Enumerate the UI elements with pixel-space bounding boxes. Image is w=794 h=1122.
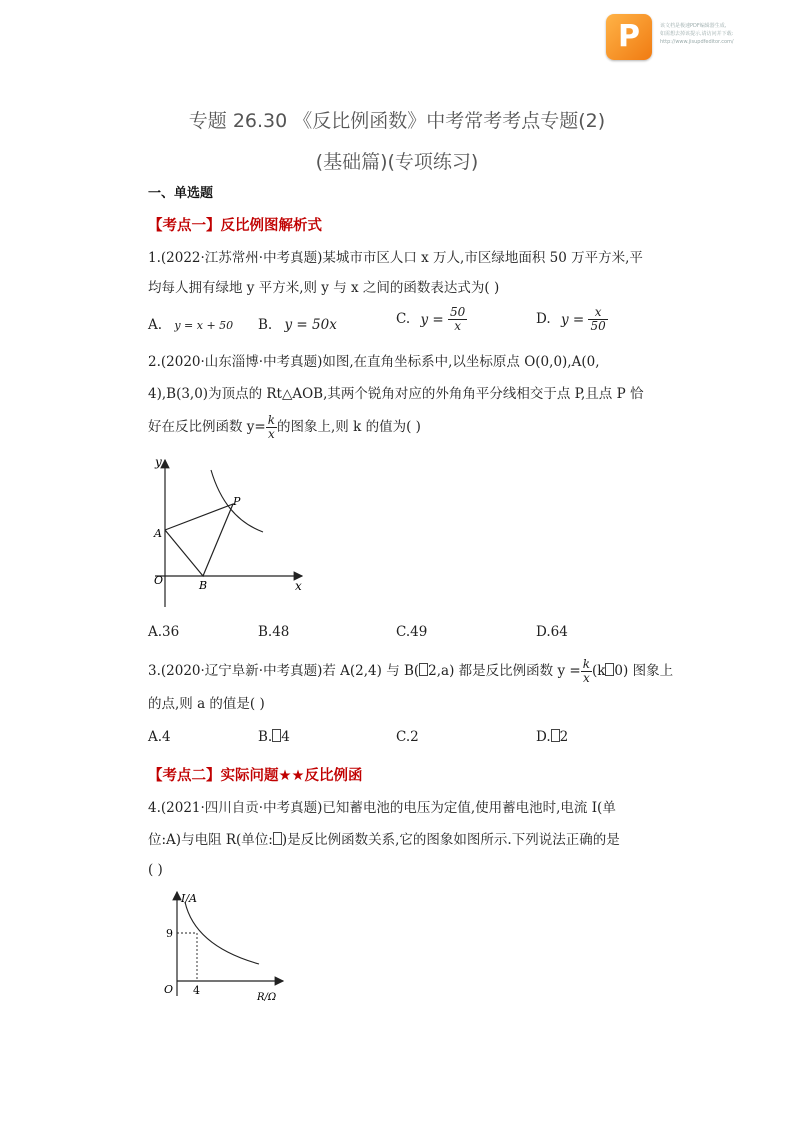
text-fragment: 好在反比例函数 y= [148,419,266,435]
missing-glyph-icon [272,729,281,742]
q1-option-c[interactable] [396,306,467,333]
q2-option-b[interactable]: B.48 [258,624,290,640]
logo-note [660,22,790,46]
fraction [266,414,277,441]
option-label: D. [536,729,551,745]
app-logo [606,14,652,60]
question-3-line-1 [148,658,673,685]
current-resistance-curve [185,902,259,964]
option-lhs: y = [560,311,585,328]
q4-figure [155,886,290,1006]
point-a-label: A [154,527,162,540]
option-text: 4 [281,729,290,745]
fraction-denominator: 50 [590,319,606,333]
y-axis-label: y [155,455,162,469]
option-label: B. [258,317,273,333]
text-fragment: 3.(2020·辽宁阜新·中考真题)若 A(2,4) 与 B( [148,663,420,679]
question-2-line-3 [148,414,421,441]
y-tick-label: 9 [166,927,173,940]
text-fragment: 0) 图象上 [614,663,674,679]
q1-option-b[interactable] [258,317,337,333]
fraction-denominator: x [267,427,275,441]
text-fragment: )是反比例函数关系,它的图象如图所示.下列说法正确的是 [281,832,620,848]
fraction-denominator: x [454,319,461,333]
q3-option-d[interactable] [536,729,568,745]
option-label: A. [148,317,163,333]
point-p-label: P [233,495,241,508]
fraction-numerator: k [267,413,276,427]
section-heading: 一、单选题 [148,186,214,201]
fraction-numerator: 50 [449,305,466,319]
option-label: C. [396,311,411,327]
question-4-line-2 [148,830,620,850]
triangle-apb [165,504,233,576]
y-axis-label: I/A [181,892,197,905]
origin-label: O [164,983,174,996]
topic-heading-1: 【考点一】反比例图解析式 [148,218,322,234]
text-fragment: 的图象上,则 k 的值为( ) [277,419,421,435]
missing-glyph-icon [551,729,560,742]
missing-glyph-icon [273,832,282,845]
fraction-numerator: k [582,657,590,671]
x-axis-label: R/Ω [257,992,277,1003]
q2-figure [145,452,310,612]
question-4-line-3: ( ) [148,862,163,878]
page-title: 专题 26.30 《反比例函数》中考常考考点专题(2) [188,110,606,132]
logo-note-line: http://www.jisupdfeditor.com/ [660,39,734,45]
q2-option-d[interactable]: D.64 [536,624,568,640]
q1-option-d[interactable] [536,306,608,333]
fraction [588,306,607,333]
q2-option-a[interactable]: A.36 [148,624,180,640]
option-label: B. [258,729,273,745]
point-b-label: B [199,579,208,592]
text-fragment: (k [591,663,606,679]
logo-letter: P [618,19,640,54]
q3-option-a[interactable]: A.4 [148,729,171,745]
page-subtitle: (基础篇)(专项练习) [315,151,479,173]
question-4-line-1: 4.(2021·四川自贡·中考真题)已知蓄电池的电压为定值,使用蓄电池时,电流 I(单 [148,800,616,816]
x-tick-label: 4 [193,984,200,997]
option-lhs: y = [420,311,444,328]
x-axis-label: x [295,579,302,593]
text-fragment: 2,a) 都是反比例函数 y = [428,663,581,679]
fraction-denominator: x [582,671,590,685]
question-1-line-2: 均每人拥有绿地 y 平方米,则 y 与 x 之间的函数表达式为( ) [148,280,500,296]
question-2-line-2: 4),B(3,0)为顶点的 Rt△AOB,其两个锐角对应的外角角平分线相交于点 P,且点 P 恰 [148,386,644,402]
missing-glyph-icon [419,663,428,676]
option-text: y = x + 50 [174,319,234,332]
question-1-line-1: 1.(2022·江苏常州·中考真题)某城市市区人口 x 万人,市区绿地面积 50 万平方米,平 [148,250,643,266]
question-2-line-1: 2.(2020·山东淄博·中考真题)如图,在直角坐标系中,以坐标原点 O(0,0),A(0, [148,354,600,370]
origin-label: O [154,574,164,587]
q3-option-c[interactable]: C.2 [396,729,419,745]
option-text: 2 [559,729,569,745]
q1-option-a[interactable] [148,317,233,333]
q2-option-c[interactable]: C.49 [396,624,428,640]
text-fragment: 位:A)与电阻 R(单位: [148,832,273,848]
fraction [448,306,467,333]
logo-note-line: 该文档是极速PDF编辑器生成, [660,23,727,29]
topic-heading-2: 【考点二】实际问题★★反比例函 [148,768,363,784]
option-label: D. [536,311,551,327]
fraction-numerator: x [588,306,607,320]
fraction [581,658,592,685]
q3-option-b[interactable] [258,729,290,745]
question-3-line-2: 的点,则 a 的值是( ) [148,696,265,712]
option-text: y = 50x [284,317,337,333]
logo-note-line: 如需想去掉该提示,请访问并下载: [660,31,734,37]
